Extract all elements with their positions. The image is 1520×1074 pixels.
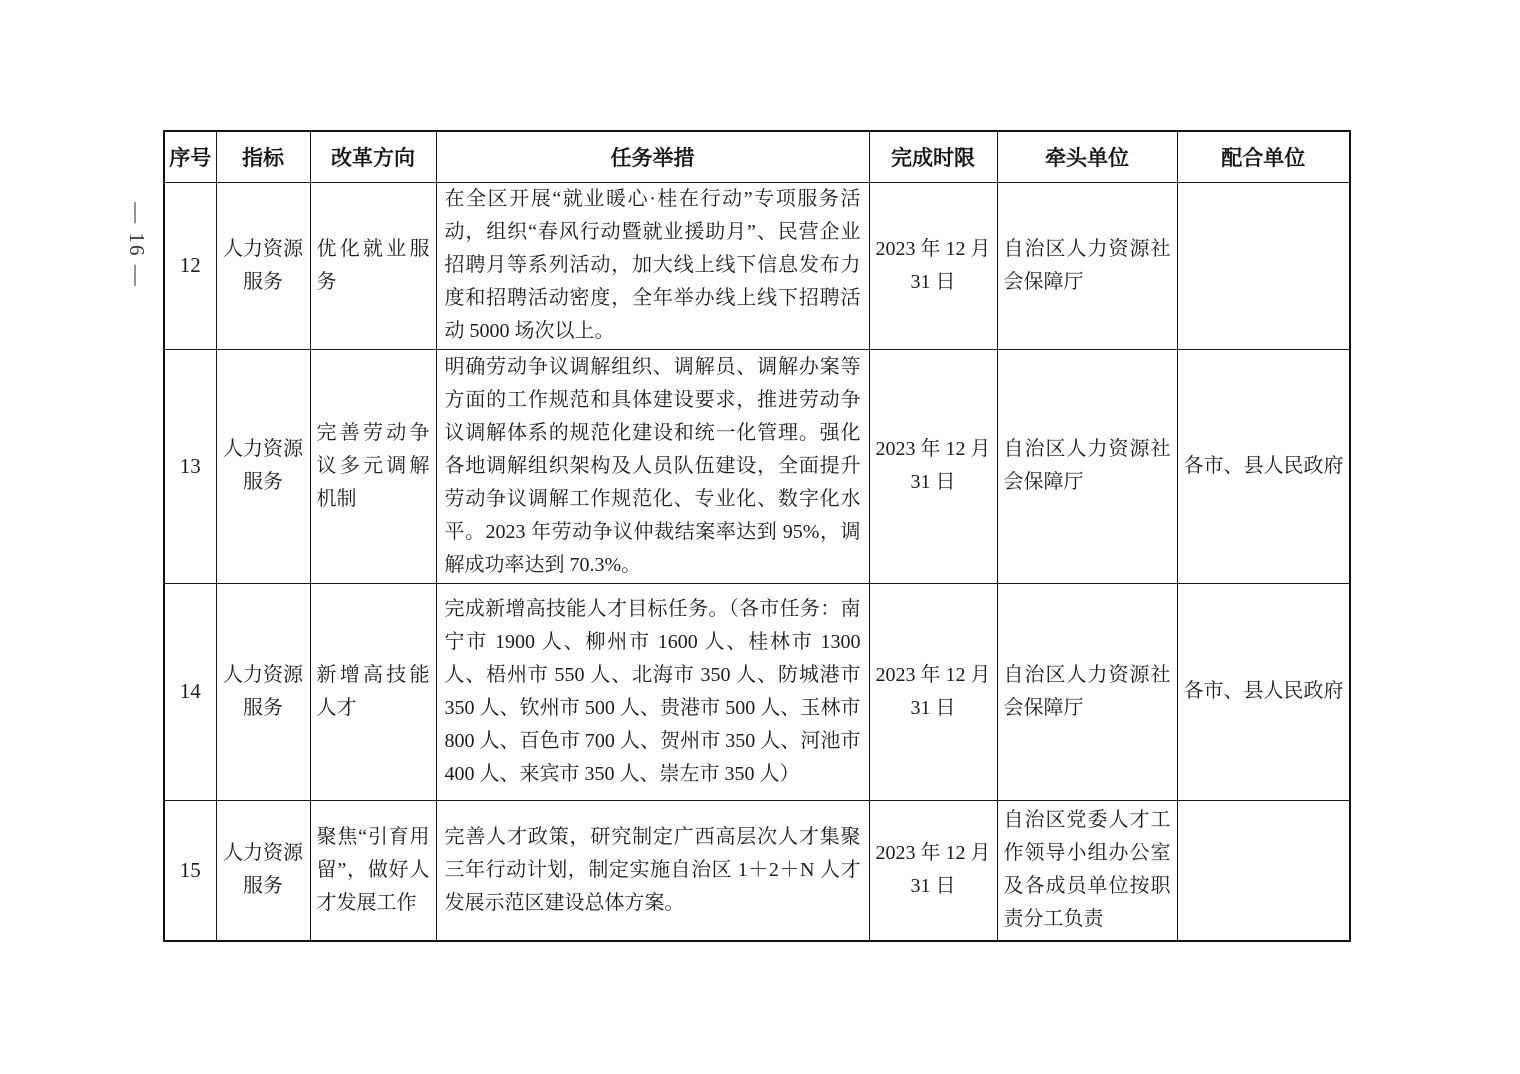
cell-deadline: 2023 年 12 月 31 日 <box>869 800 997 941</box>
cell-lead-unit: 自治区人力资源社会保障厅 <box>997 583 1177 800</box>
cell-reform-direction: 完善劳动争议多元调解机制 <box>310 349 436 583</box>
cell-deadline: 2023 年 12 月 31 日 <box>869 182 997 349</box>
cell-reform-direction: 新增高技能人才 <box>310 583 436 800</box>
table-header-row <box>164 131 1350 182</box>
header-task-measures: 任务举措 <box>436 131 869 182</box>
header-serial-number: 序号 <box>164 131 216 182</box>
header-deadline: 完成时限 <box>869 131 997 182</box>
cell-reform-direction: 优化就业服务 <box>310 182 436 349</box>
cell-serial-number: 12 <box>164 182 216 349</box>
table-row <box>164 349 1350 583</box>
cell-indicator: 人力资源服务 <box>216 182 310 349</box>
cell-support-unit: 各市、县人民政府 <box>1177 349 1350 583</box>
table-row <box>164 583 1350 800</box>
cell-support-unit: 各市、县人民政府 <box>1177 583 1350 800</box>
cell-serial-number: 15 <box>164 800 216 941</box>
cell-reform-direction: 聚焦“引育用留”，做好人才发展工作 <box>310 800 436 941</box>
cell-task-measures: 完善人才政策，研究制定广西高层次人才集聚三年行动计划，制定实施自治区 1＋2＋N 人才发展示范区建设总体方案。 <box>436 800 869 941</box>
cell-task-measures: 在全区开展“就业暖心·桂在行动”专项服务活动，组织“春风行动暨就业援助月”、民营企业招聘月等系列活动，加大线上线下信息发布力度和招聘活动密度，全年举办线上线下招聘活动 5000 场次以上。 <box>436 182 869 349</box>
header-indicator: 指标 <box>216 131 310 182</box>
cell-indicator: 人力资源服务 <box>216 800 310 941</box>
page-number: — 16 — <box>125 202 149 288</box>
reform-task-table <box>163 130 1351 942</box>
header-lead-unit: 牵头单位 <box>997 131 1177 182</box>
table-row <box>164 800 1350 941</box>
table-row <box>164 182 1350 349</box>
cell-lead-unit: 自治区党委人才工作领导小组办公室及各成员单位按职责分工负责 <box>997 800 1177 941</box>
cell-lead-unit: 自治区人力资源社会保障厅 <box>997 349 1177 583</box>
cell-lead-unit: 自治区人力资源社会保障厅 <box>997 182 1177 349</box>
cell-indicator: 人力资源服务 <box>216 349 310 583</box>
cell-deadline: 2023 年 12 月 31 日 <box>869 349 997 583</box>
cell-task-measures: 明确劳动争议调解组织、调解员、调解办案等方面的工作规范和具体建设要求，推进劳动争议调解体系的规范化建设和统一化管理。强化各地调解组织架构及人员队伍建设，全面提升劳动争议调解工作规范化、专业化、数字化水平。2023 年劳动争议仲裁结案率达到 95%，调解成功率达到 70.3%。 <box>436 349 869 583</box>
cell-indicator: 人力资源服务 <box>216 583 310 800</box>
cell-support-unit <box>1177 182 1350 349</box>
cell-serial-number: 14 <box>164 583 216 800</box>
header-support-unit: 配合单位 <box>1177 131 1350 182</box>
header-reform-direction: 改革方向 <box>310 131 436 182</box>
cell-support-unit <box>1177 800 1350 941</box>
cell-task-measures: 完成新增高技能人才目标任务。（各市任务：南宁市 1900 人、柳州市 1600 人、桂林市 1300 人、梧州市 550 人、北海市 350 人、防城港市 350 人、钦州市 500 人、贵港市 500 人、玉林市 800 人、百色市 700 人、贺州市 350 人、河池市 400 人、来宾市 350 人、崇左市 350 人） <box>436 583 869 800</box>
cell-serial-number: 13 <box>164 349 216 583</box>
cell-deadline: 2023 年 12 月 31 日 <box>869 583 997 800</box>
